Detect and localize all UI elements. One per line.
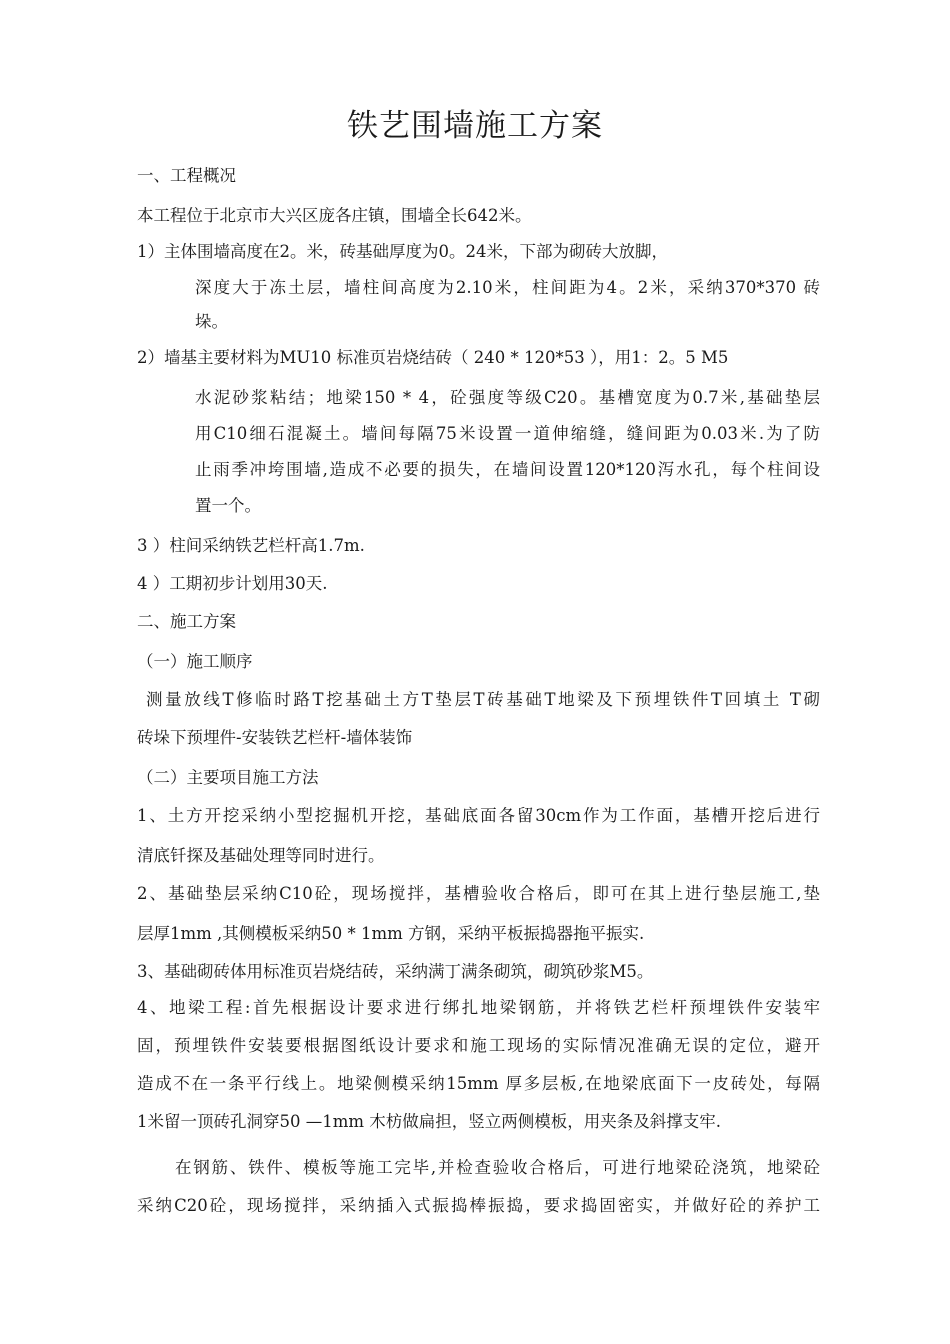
paragraph-line: 3、基础砌砖体用标准页岩烧结砖，采纳满丁满条砌筑，砌筑砂浆M5。: [137, 962, 654, 981]
subsection-heading-methods: （二）主要项目施工方法: [137, 768, 319, 787]
paragraph-line: 用C10细石混凝土。墙间每隔75米设置一道伸缩缝，缝间距为0.03米.为了防: [195, 424, 820, 443]
paragraph-line: 2、基础垫层采纳C10砼，现场搅拌，基槽验收合格后，即可在其上进行垫层施工,垫: [137, 884, 820, 903]
section-heading-overview: 一、工程概况: [137, 166, 236, 185]
paragraph-line: 采纳C20砼，现场搅拌，采纳插入式振捣棒振捣，要求捣固密实，并做好砼的养护工: [137, 1196, 820, 1215]
document-title: 铁艺围墙施工方案: [347, 108, 603, 144]
paragraph-line: 水泥砂浆粘结；地梁150 * 4，砼强度等级C20。基槽宽度为0.7米,基础垫层: [195, 388, 820, 407]
paragraph-line: 垛。: [195, 312, 228, 331]
paragraph-line: 测量放线T修临时路T挖基础土方T垫层T砖基础T地梁及下预埋铁件T回填土 T砌: [146, 690, 820, 709]
paragraph-line: 本工程位于北京市大兴区庞各庄镇，围墙全长642米。: [137, 206, 532, 225]
paragraph-line: 4、地梁工程:首先根据设计要求进行绑扎地梁钢筋，并将铁艺栏杆预埋铁件安装牢: [137, 998, 820, 1017]
paragraph-line: 在钢筋、铁件、模板等施工完毕,并检查验收合格后，可进行地梁砼浇筑，地梁砼: [175, 1158, 820, 1177]
paragraph-line: 固，预埋铁件安装要根据图纸设计要求和施工现场的实际情况准确无误的定位，避开: [137, 1036, 820, 1055]
paragraph-line: 层厚1mm ,其侧模板采纳50 * 1mm 方钢，采纳平板振捣器拖平振实.: [137, 924, 645, 943]
section-heading-plan: 二、施工方案: [137, 612, 236, 631]
list-item-1: 1）主体围墙高度在2。米，砖基础厚度为0。24米，下部为砌砖大放脚，: [137, 242, 668, 261]
list-item-3: 3 ）柱间采纳铁艺栏杆高1.7m.: [137, 536, 365, 555]
paragraph-line: 清底钎探及基础处理等同时进行。: [137, 846, 385, 865]
subsection-heading-sequence: （一）施工顺序: [137, 652, 253, 671]
list-item-4: 4 ）工期初步计划用30天.: [137, 574, 328, 593]
list-item-2: 2）墙基主要材料为MU10 标准页岩烧结砖（ 240 * 120*53 ），用1：2。5 M5: [137, 348, 729, 367]
paragraph-line: 造成不在一条平行线上。地梁侧模采纳15mm 厚多层板,在地梁底面下一皮砖处，每隔: [137, 1074, 820, 1093]
paragraph-line: 止雨季冲垮围墙,造成不必要的损失，在墙间设置120*120泻水孔，每个柱间设: [195, 460, 820, 479]
paragraph-line: 1、土方开挖采纳小型挖掘机开挖，基础底面各留30cm作为工作面，基槽开挖后进行: [137, 806, 820, 825]
paragraph-line: 1米留一顶砖孔洞穿50 —1mm 木枋做扁担，竖立两侧模板，用夹条及斜撑支牢.: [137, 1112, 722, 1131]
paragraph-line: 置一个。: [195, 496, 261, 515]
paragraph-line: 深度大于冻土层，墙柱间高度为2.10米，柱间距为4。2米，采纳370*370 砖: [195, 278, 820, 297]
paragraph-line: 砖垛下预埋件-安装铁艺栏杆-墙体装饰: [137, 728, 413, 747]
